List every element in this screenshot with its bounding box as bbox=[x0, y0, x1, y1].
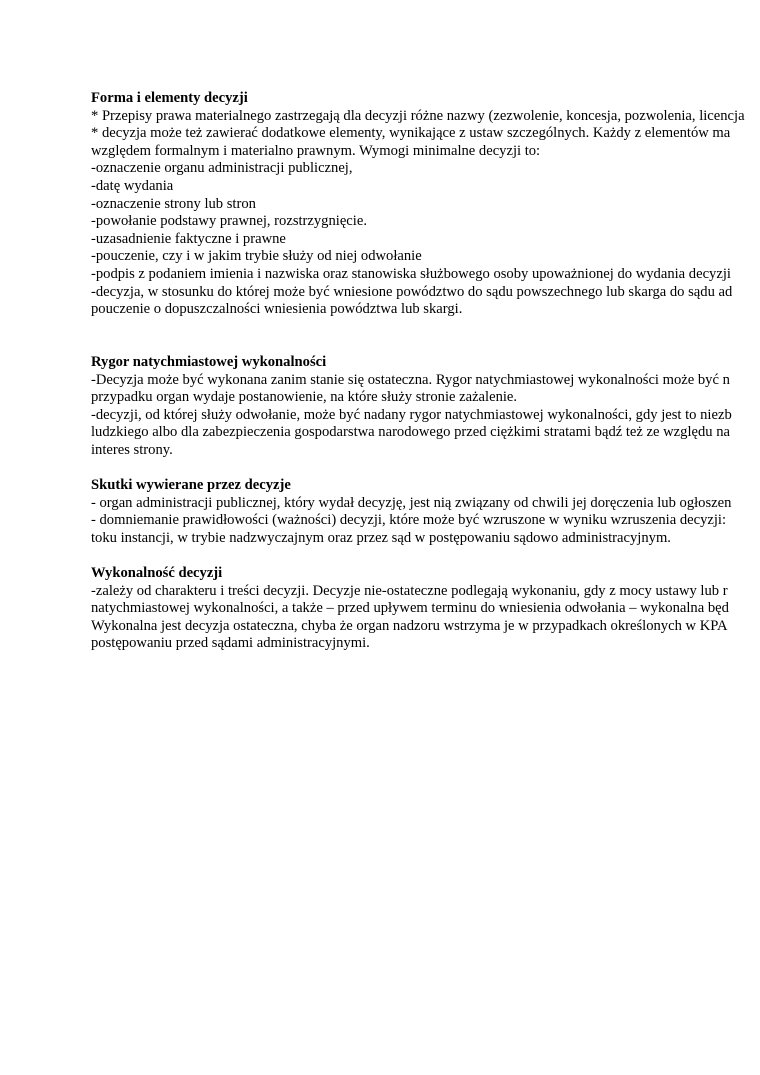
section-wykonalnosc bbox=[91, 565, 760, 653]
list-item: -uzasadnienie faktyczne i prawne bbox=[91, 230, 286, 247]
paragraph-line: postępowaniu przed sądami administracyjnymi. bbox=[91, 635, 370, 652]
paragraph-line: - domniemanie prawidłowości (ważności) decyzji, które może być wzruszone w wyniku wzruszenia decyzji: bbox=[91, 512, 727, 529]
section-heading: Rygor natychmiastowej wykonalności bbox=[91, 353, 327, 370]
paragraph-line: * decyzja może też zawierać dodatkowe elementy, wynikające z ustaw szczególnych. Każdy z elementów ma bbox=[91, 125, 731, 142]
paragraph-line: -zależy od charakteru i treści decyzji. Decyzje nie-ostateczne podlegają wykonaniu, gdy z mocy ustawy lub r bbox=[91, 582, 728, 599]
paragraph-line: -decyzji, od której służy odwołanie, może być nadany rygor natychmiastowej wykonalności, gdy jest to niezb bbox=[91, 406, 732, 423]
list-item: -decyzja, w stosunku do której może być wniesione powództwo do sądu powszechnego lub skarga do sądu ad bbox=[91, 283, 733, 300]
list-item: -powołanie podstawy prawnej, rozstrzygnięcie. bbox=[91, 213, 367, 230]
paragraph-line: - organ administracji publicznej, który wydał decyzję, jest nią związany od chwili jej doręczenia lub ogłoszen bbox=[91, 494, 732, 511]
section-heading: Wykonalność decyzji bbox=[91, 565, 223, 582]
paragraph-line: interes strony. bbox=[91, 441, 173, 458]
paragraph-line: * Przepisy prawa materialnego zastrzegają dla decyzji różne nazwy (zezwolenie, koncesja, pozwolenia, licencja bbox=[91, 107, 745, 124]
section-forma-i-elementy bbox=[91, 90, 760, 319]
section-spacer bbox=[91, 319, 760, 354]
paragraph-line: ludzkiego albo dla zabezpieczenia gospodarstwa narodowego przed ciężkimi stratami bądź też ze względu na bbox=[91, 424, 731, 441]
paragraph-line: przypadku organ wydaje postanowienie, na które służy stronie zażalenie. bbox=[91, 389, 518, 406]
list-item: -oznaczenie strony lub stron bbox=[91, 195, 256, 212]
section-heading: Forma i elementy decyzji bbox=[91, 90, 248, 106]
paragraph-line: pouczenie o dopuszczalności wniesienia powództwa lub skargi. bbox=[91, 301, 463, 318]
list-item: -podpis z podaniem imienia i nazwiska oraz stanowiska służbowego osoby upoważnionej do wydania decyzji bbox=[91, 265, 731, 282]
list-item: -oznaczenie organu administracji publicznej, bbox=[91, 160, 353, 177]
list-item: -pouczenie, czy i w jakim trybie służy od niej odwołanie bbox=[91, 248, 422, 265]
paragraph-line: -Decyzja może być wykonana zanim stanie się ostateczna. Rygor natychmiastowej wykonalności może być n bbox=[91, 371, 730, 388]
section-spacer bbox=[91, 459, 760, 477]
paragraph-line: względem formalnym i materialno prawnym. Wymogi minimalne decyzji to: bbox=[91, 142, 541, 159]
list-item: -datę wydania bbox=[91, 177, 174, 194]
section-skutki bbox=[91, 477, 760, 547]
paragraph-line: toku instancji, w trybie nadzwyczajnym oraz przez sąd w postępowaniu sądowo administracyjnym. bbox=[91, 529, 671, 546]
paragraph-line: Wykonalna jest decyzja ostateczna, chyba że organ nadzoru wstrzyma je w przypadkach określonych w KPA bbox=[91, 617, 728, 634]
document-body bbox=[91, 90, 760, 653]
paragraph-line: natychmiastowej wykonalności, a także – przed upływem terminu do wniesienia odwołania – wykonalna będ bbox=[91, 600, 729, 617]
section-spacer bbox=[91, 547, 760, 565]
section-rygor bbox=[91, 354, 760, 460]
section-heading: Skutki wywierane przez decyzje bbox=[91, 477, 291, 494]
